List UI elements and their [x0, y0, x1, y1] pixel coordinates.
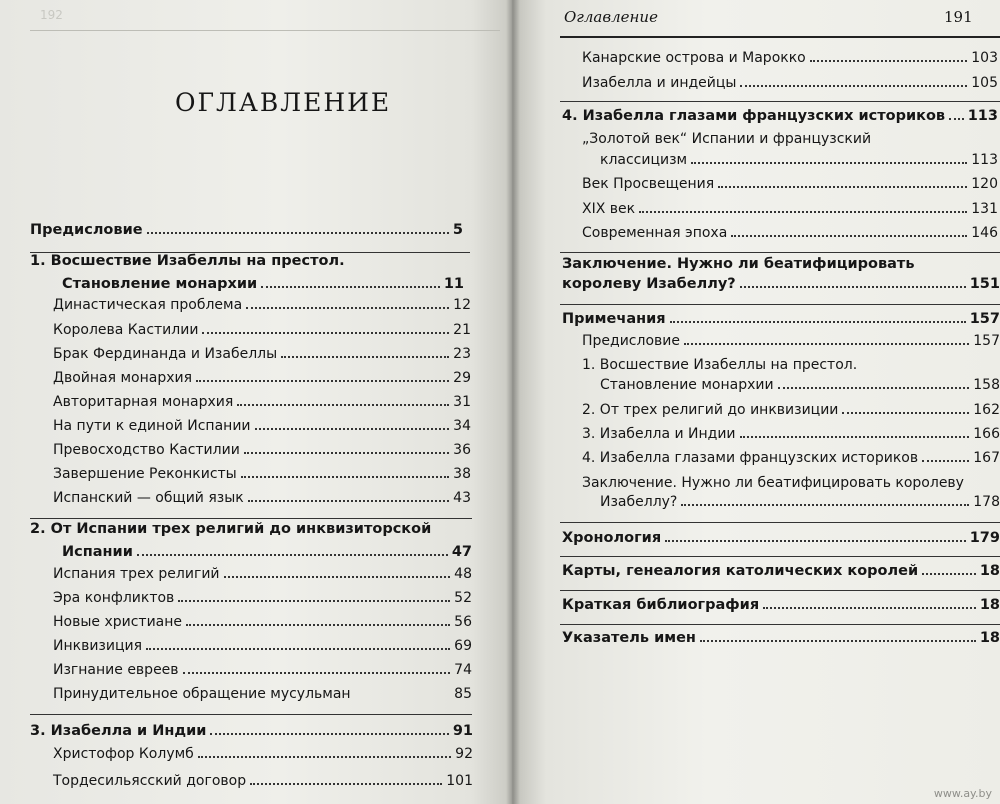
running-header: Оглавление	[564, 8, 658, 26]
toc-entry: 2. От Испании трех религий до инквизиторской	[30, 521, 432, 537]
toc-entry: Новые христиане 56	[53, 614, 472, 630]
watermark: www.ay.by	[933, 787, 992, 800]
toc-entry: Заключение. Нужно ли беатифицировать королеву	[582, 475, 964, 491]
toc-entry: Христофор Колумб 92	[53, 746, 473, 762]
toc-entry: Тордесильясский договор 101	[53, 773, 473, 789]
toc-entry: 3. Изабелла и Индии 166	[582, 426, 1000, 442]
toc-entry: Указатель имен 18	[562, 630, 1000, 646]
book-gutter	[506, 0, 520, 804]
toc-entry: Карты, генеалогия католических королей 18	[562, 563, 1000, 579]
toc-entry: Краткая библиография 18	[562, 597, 1000, 613]
toc-entry: Становление монархии 158	[600, 377, 1000, 393]
toc-entry: Завершение Реконкисты 38	[53, 466, 471, 482]
toc-entry: Изабелла и индейцы 105	[582, 75, 998, 91]
toc-entry: XIX век 131	[582, 201, 998, 217]
header-rule	[560, 36, 1000, 38]
header-page-number: 192	[40, 8, 63, 22]
toc-entry: Авторитарная монархия 31	[53, 394, 471, 410]
toc-entry: „Золотой век“ Испании и французский	[582, 131, 872, 147]
divider	[560, 304, 1000, 305]
divider	[560, 522, 1000, 523]
toc-entry: Королева Кастилии 21	[53, 322, 471, 338]
toc-entry: Испания трех религий 48	[53, 566, 472, 582]
header-page-number: 191	[944, 8, 973, 26]
toc-entry: Испанский — общий язык 43	[53, 490, 471, 506]
toc-entry: Двойная монархия 29	[53, 370, 471, 386]
toc-entry: королеву Изабеллу? 151	[562, 276, 1000, 292]
toc-entry: Канарские острова и Марокко 103	[582, 50, 998, 66]
toc-entry: Династическая проблема 12	[53, 297, 471, 313]
toc-entry: 3. Изабелла и Индии 91	[30, 723, 473, 739]
toc-entry: 2. От трех религий до инквизиции 162	[582, 402, 1000, 418]
toc-entry: Принудительное обращение мусульман 85	[53, 686, 472, 702]
toc-entry: Век Просвещения 120	[582, 176, 998, 192]
toc-entry: Примечания 157	[562, 311, 1000, 327]
toc-entry: Современная эпоха 146	[582, 225, 998, 241]
toc-entry: Брак Фердинанда и Изабеллы 23	[53, 346, 471, 362]
toc-entry: Хронология 179	[562, 530, 1000, 546]
header-rule	[30, 30, 500, 31]
toc-entry: Инквизиция 69	[53, 638, 472, 654]
divider	[30, 518, 472, 519]
divider	[560, 590, 1000, 591]
toc-entry: 1. Восшествие Изабеллы на престол.	[582, 357, 858, 373]
toc-entry: 4. Изабелла глазами французских историков 167	[582, 450, 1000, 466]
divider	[30, 714, 472, 715]
toc-entry: Предисловие 5	[30, 222, 463, 238]
toc-entry: Превосходство Кастилии 36	[53, 442, 471, 458]
right-page	[512, 0, 1000, 804]
toc-entry: Изабеллу? 178	[600, 494, 1000, 510]
divider	[560, 101, 1000, 102]
divider	[560, 556, 1000, 557]
toc-entry: Становление монархии 11	[62, 276, 464, 292]
page-title: ОГЛАВЛЕНИЕ	[175, 88, 392, 117]
toc-entry: Испании 47	[62, 544, 472, 560]
toc-entry: Заключение. Нужно ли беатифицировать	[562, 256, 915, 272]
toc-entry: Эра конфликтов 52	[53, 590, 472, 606]
toc-entry: 4. Изабелла глазами французских историков 113	[562, 108, 998, 124]
toc-entry: классицизм 113	[600, 152, 998, 168]
toc-entry: Предисловие 157	[582, 333, 1000, 349]
divider	[560, 624, 1000, 625]
toc-entry: На пути к единой Испании 34	[53, 418, 471, 434]
divider	[560, 252, 1000, 253]
toc-entry: 1. Восшествие Изабеллы на престол.	[30, 253, 345, 269]
toc-entry: Изгнание евреев 74	[53, 662, 472, 678]
